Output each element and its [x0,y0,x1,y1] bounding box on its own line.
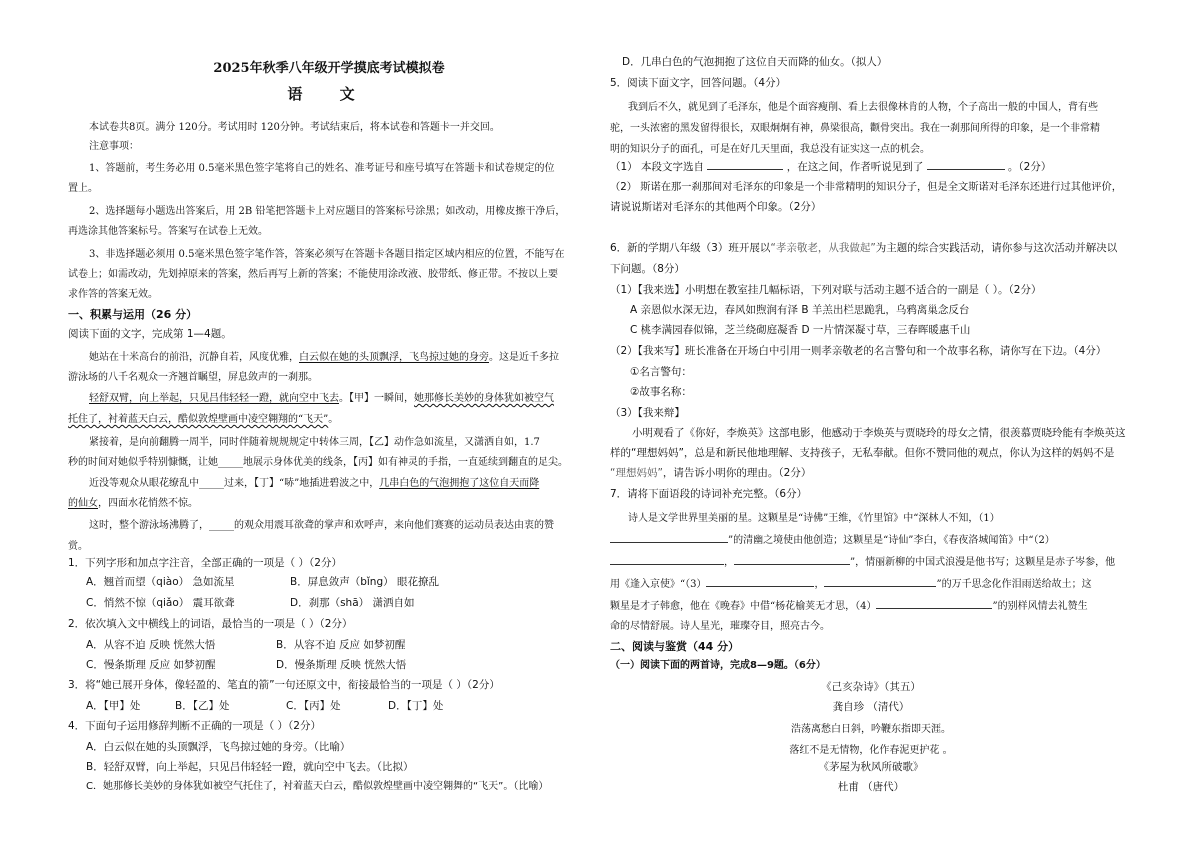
q3-option-d: D．【丁】处 [388,700,444,712]
q6-story-field[interactable]: ②故事名称： [630,386,692,398]
passage-p4-line-1: 近没等观众从眼花缭乱中_____过来，【丁】“哧”地插进碧波之中，几串白色的气泡拥抱了这位自天而降 [89,478,540,489]
q7-line-1: 诗人是文学世界里美丽的星。这颗星是“诗佛”王维，《竹里馆》中“深林人不知，（1） [628,513,1000,524]
section-1-heading: 一、积累与运用（26 分） [68,308,198,321]
q7-line-2: ”的清幽之境使由他创造；这颗星是“诗仙”李白，《春夜洛城闻笛》中“（2） [610,531,1132,546]
passage-p1-line-1: 她站在十米高台的前沿，沉静自若，风度优雅，白云似在她的头顶飘浮，飞鸟掠过她的身旁。这是近千多拉 [89,352,559,363]
poem-1-line-1: 浩荡离愁白日斜，吟鞭东指即天涯。 [791,724,951,735]
q7-blank-2b[interactable] [734,554,850,565]
q2-option-b: B．从容不迫 反应 如梦初醒 [276,639,406,651]
q6-sub-2: （2）【我来写】班长准备在开场白中引用一则孝亲敬老的名言警句和一个故事名称，请你写在下边。（4分） [610,345,1107,357]
q3-option-c: C．【丙】处 [286,700,341,712]
q1-option-a: A．翘首而望（qiào） 急如流星 [86,576,235,588]
poem-2-title: 《茅屋为秋风所破歌》 [818,761,924,773]
q1-option-d: D．刹那（shā） 潇洒自如 [290,597,415,609]
q3-option-b: B．【乙】处 [175,700,230,712]
passage-p5-line-2: 赏。 [68,541,88,552]
q5-passage-line-1: 我到后不久，就见到了毛泽东，他是个面容瘦削、看上去很像林肯的人物，个子高出一般的中国人，背有些 [628,102,1098,113]
q3-option-a: A．【甲】处 [86,700,141,712]
notice-3-line-3: 求作答的答案无效。 [68,289,158,300]
q7-line-5: 颗星是才子韩愈，他在《晚春》中借“杨花榆荚无才思，（4） ”的别样风情去礼赞生 [610,597,1132,612]
q7-blank-2a[interactable] [610,554,724,565]
q1-option-b: B．屏息敛声（bǐng） 眼花撩乱 [290,576,439,588]
notice-3-line-2: 试卷上；如需改动，先划掉原来的答案，然后再写上新的答案；不能使用涂改液、胶带纸、修正带。不按以上要 [68,269,558,280]
q7-line-4: 用《逢入京使》“（3） ， ”的万千思念化作泪雨送给故土；这 [610,575,1132,590]
q6-sub-1-options-ab: A 亲恩似水深无边，春风如煦润有泽 B 羊羔出栏思跪乳，乌鸦离巢念反台 [630,304,970,316]
q4-option-a: A．白云似在她的头顶飘浮，飞鸟掠过她的身旁。（比喻） [86,741,351,753]
poem-1-title: 《己亥杂诗》（其五） [821,681,921,693]
reading-intro: 阅读下面的文字，完成第 1—4题。 [68,328,232,340]
question-5: 5．阅读下面文字，回答问题。（4分） [610,77,787,89]
question-2: 2．依次填入文中横线上的词语，最恰当的一项是（ ）（2分） [68,618,353,630]
q7-blank-3b[interactable] [824,576,936,587]
q1-option-c: C．悄然不惊（qiǎo） 震耳欲聋 [86,597,235,609]
subsection-1-heading: （一）阅读下面的两首诗，完成8—9题。（6分） [610,660,826,671]
section-2-heading: 二、阅读与鉴赏（44 分） [610,640,740,653]
passage-p2-line-2: 托住了，衬着蓝天白云，酷似敦煌壁画中凌空翱翔的“飞天”。 [68,414,339,425]
notice-2-line-2: 再选涂其他答案标号。答案写在试卷上无效。 [68,226,268,237]
q5-passage-line-3: 明的知识分子的面孔，可是在好几天里面，我总没有证实这一点的机会。 [610,144,930,155]
q6-motto-field[interactable]: ①名言警句： [630,366,692,378]
q2-option-c: C．慢条斯理 反应 如梦初醒 [86,659,216,671]
q7-line-6: 命的尽情舒展。诗人星光，璀璨夺目，照亮古今。 [610,621,830,632]
poem-1-author: 龚自珍 （清代） [832,701,910,713]
passage-p4-line-2: 的仙女，四面水花悄然不惊。 [68,498,198,509]
subject-title: 语 文 [287,85,371,103]
passage-p3-line-1: 紧接着，是向前翻腾一周半，同时伴随着规规规定中转体三周，【乙】动作急如流星，又潇洒自如，1.7 [89,437,540,448]
exam-intro: 本试卷共8页。满分 120分。考试用时 120分钟。考试结束后，将本试卷和答题卡一并交回。 [89,122,500,133]
q5-blank-1[interactable] [707,159,783,170]
passage-p5-line-1: 这时，整个游泳场沸腾了，_____的观众用震耳欲聋的掌声和欢呼声，来向他们赛赛的运动员表达由衷的赞 [89,520,554,531]
q6-sub-1: （1）【我来选】小明想在教室挂几幅标语，下列对联与活动主题不适合的一副是（ ）。（2分） [610,284,1042,296]
notice-heading: 注意事项： [89,141,139,152]
q6-passage-line-3: “理想妈妈”，请告诉小明你的理由。（2分） [610,467,812,479]
q7-line-3: ， ”，情丽新柳的中国式浪漫是他书写；这颗星是赤子岑参，他 [610,553,1132,568]
q7-blank-4[interactable] [876,598,992,609]
q6-sub-3: （3）【我来辩】 [610,407,685,419]
question-6-line-1: 6．新的学期八年级（3）班开展以“孝亲敬老，从我做起”为主题的综合实践活动，请你参与这次活动并解决以 [610,242,1118,254]
q7-blank-1[interactable] [610,532,728,543]
q6-sub-1-options-cd: C 桃李满园春似锦，芝兰绕砌庭凝香 D 一片情深凝寸草，三春晖暖惠千山 [630,324,971,336]
q4-option-b: B．轻舒双臂，向上举起，只见吕伟轻轻一蹬，就向空中飞去。（比拟） [86,761,414,773]
q4-option-c: C．她那修长美妙的身体犹如被空气托住了，衬着蓝天白云，酷似敦煌壁画中凌空翱舞的“飞天”。（比喻） [86,781,549,792]
page-title: 2025年秋季八年级开学摸底考试模拟卷 [213,61,445,76]
question-7: 7．请将下面语段的诗词补充完整。（6分） [610,488,808,500]
notice-2-line-1: 2、选择题每小题选出答案后，用 2B 铅笔把答题卡上对应题目的答案标号涂黑；如改动，用橡皮擦干净后， [89,206,566,217]
q7-blank-3a[interactable] [706,576,814,587]
question-3: 3．将“她已展开身体，像轻盈的、笔直的箭”一句还原文中，衔接最恰当的一项是（ ）（2分） [68,679,500,691]
q2-option-a: A．从容不迫 反映 恍然大悟 [86,639,216,651]
passage-p1-line-2: 游泳场的八千名观众一齐翘首瞩望，屏息敛声的一刹那。 [68,372,318,383]
passage-p3-line-2: 秒的时间对她似乎特别慷慨，让她_____地展示身体优美的线条，【丙】如有神灵的手指，一直延续到翻直的足尖。 [68,457,568,468]
question-6-line-2: 下问题。（8分） [610,263,685,275]
question-4: 4．下面句子运用修辞判断不正确的一项是（ ）（2分） [68,720,321,732]
q5-blank-2[interactable] [927,159,1005,170]
notice-1-line-1: 1、答题前，考生务必用 0.5毫米黑色签字笔将自己的姓名、准考证号和座号填写在答题卡和试卷规定的位 [89,163,555,174]
q5-passage-line-2: 驼，一头浓密的黑发留得很长，双眼炯炯有神，鼻梁很高，颧骨突出。我在一刹那间所得的印象，是一个非常精 [610,123,1100,134]
q2-option-d: D．慢条斯理 反映 恍然大悟 [276,659,407,671]
notice-3-line-1: 3、非选择题必须用 0.5毫米黑色签字笔作答，答案必须写在答题卡各题目指定区域内相应的位置，不能写在 [89,249,565,260]
q5-sub-1: （1） 本段文字选自 ，在这之间，作者听说见到了 。（2分） [610,161,1052,173]
poem-1-line-2: 落红不是无情物，化作春泥更护花 。 [789,745,953,756]
q6-passage-line-1: 小明观看了《你好，李焕英》这部电影，他感动于李焕英与贾晓玲的母女之情，很羡慕贾晓玲能有李焕英这 [632,427,1126,439]
passage-p2-line-1: 轻舒双臂，向上举起，只见吕伟轻轻一蹬，就向空中飞去。【甲】一瞬间，她那修长美妙的身体犹如被空气 [89,393,554,404]
q6-passage-line-2: 样的“理想妈妈”，总是和新民他地理解、支持孩子，无私奉献。但你不赞同他的观点，你认为这样的妈妈不是 [610,447,1115,459]
q4-option-d: D．几串白色的气泡拥抱了这位自天而降的仙女。（拟人） [622,56,888,68]
q5-sub-2-line-2: 请说说斯诺对毛泽东的其他两个印象。（2分） [610,201,822,213]
notice-1-line-2: 置上。 [68,183,98,194]
question-1: 1．下列字形和加点字注音，全部正确的一项是（ ）（2分） [68,557,342,569]
poem-2-author: 杜甫 （唐代） [837,781,905,793]
q5-sub-2-line-1: （2） 斯诺在那一刹那间对毛泽东的印象是一个非常精明的知识分子，但是全文斯诺对毛泽东还进行过其他评价， [610,181,1123,193]
